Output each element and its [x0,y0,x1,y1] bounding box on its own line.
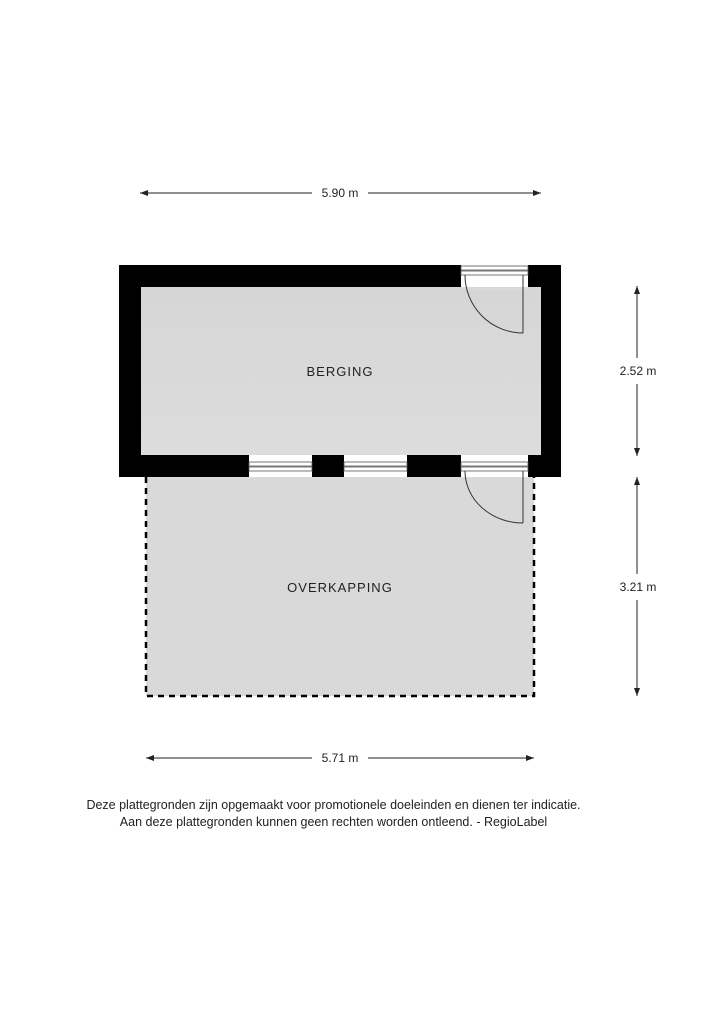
disclaimer-line-2: Aan deze plattegronden kunnen geen rechten worden ontleend. - RegioLabel [119,815,548,829]
room-label-canopy: OVERKAPPING [287,580,393,595]
dimension-canopy-depth-label: 3.21 m [619,580,657,594]
dimension-bottom-width-label: 5.71 m [321,751,359,765]
dimension-storage-depth [620,286,657,456]
dimension-canopy-depth [620,477,657,696]
disclaimer-line-1: Deze plattegronden zijn opgemaakt voor promotionele doeleinden en dienen ter indicatie. [86,798,581,812]
dimension-top-width-label: 5.90 m [321,186,359,200]
dimension-bottom-width [146,751,534,765]
dimension-storage-depth-label: 2.52 m [619,364,657,378]
disclaimer [0,797,667,831]
window-middle [344,455,407,477]
room-label-storage: BERGING [306,364,374,379]
dimension-top-width [140,186,541,200]
window-left [249,455,312,477]
